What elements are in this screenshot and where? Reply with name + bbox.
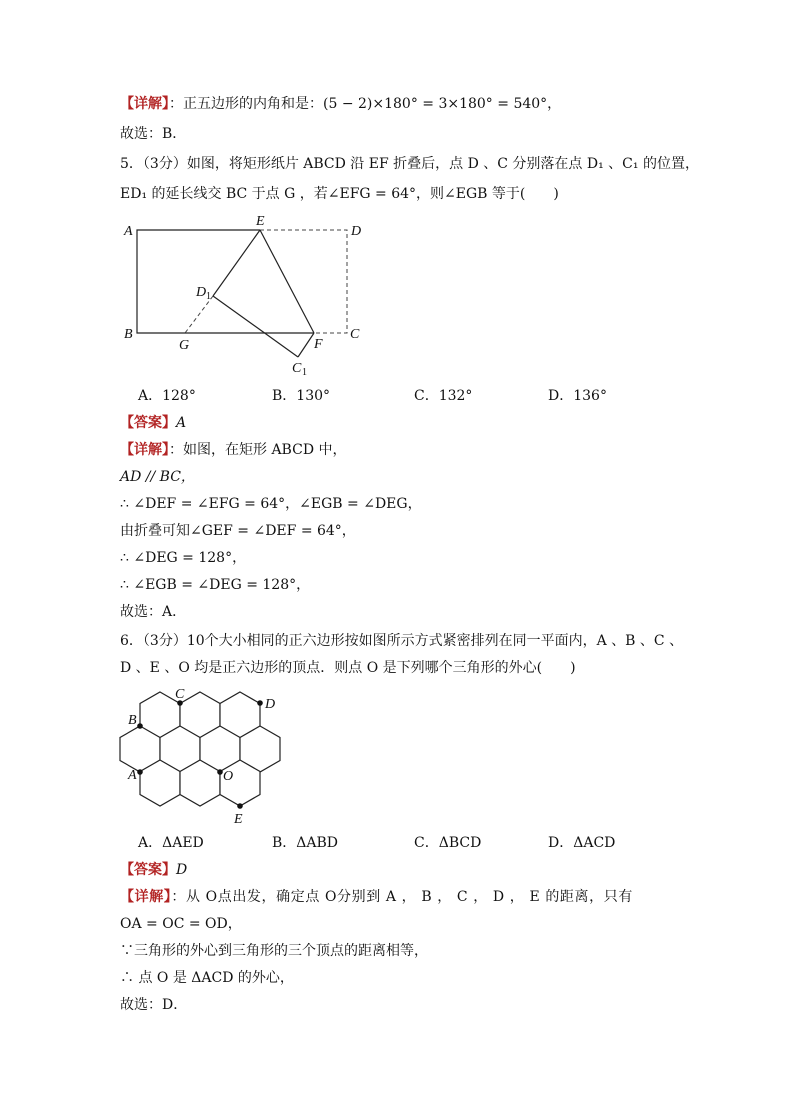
- q5-option-c: C．132°: [414, 388, 473, 404]
- label-c6: C: [175, 687, 185, 702]
- detail-5-line-2: AD // BC，: [120, 469, 195, 485]
- question-6-line-2: D 、E 、O 均是正六边形的顶点．则点 O 是下列哪个三角形的外心( ): [120, 660, 576, 676]
- q6-option-b: B．ΔABD: [272, 835, 339, 851]
- detail-6-line-2: OA = OC = OD，: [120, 916, 242, 932]
- segment-ef: [260, 230, 314, 333]
- q6-option-c: C．ΔBCD: [414, 835, 482, 851]
- detail-5-line-7: 故选：A．: [120, 604, 187, 620]
- q5-option-a: A．128°: [138, 388, 196, 404]
- label-e6: E: [234, 812, 243, 827]
- detail-text: ：如图，在矩形 ABCD 中，: [169, 442, 347, 458]
- hexagon-grid: [120, 692, 280, 806]
- detail-6-line-5: 故选：D．: [120, 997, 188, 1013]
- label-a: A: [124, 224, 133, 239]
- question-5-line-2: ED₁ 的延长线交 BC 于点 G ，若∠EFG = 64°，则∠EGB 等于( ): [120, 186, 559, 202]
- detail-6-line-1: [120, 887, 633, 907]
- label-a6: A: [128, 768, 137, 783]
- point-o: [217, 769, 223, 775]
- label-d1-sub: 1: [206, 291, 211, 302]
- label-o6: O: [223, 769, 234, 784]
- detail-6-line-3: ∵三角形的外心到三角形的三个顶点的距离相等，: [120, 943, 428, 959]
- detail-6-line-4: ∴ 点 O 是 ΔACD 的外心，: [120, 970, 294, 986]
- label-e: E: [256, 214, 265, 229]
- answer-6: [120, 860, 187, 880]
- label-c1: C: [292, 361, 302, 376]
- figure-hexagons: [0, 682, 790, 832]
- q5-option-d: D．136°: [548, 388, 607, 404]
- answer-value: A: [176, 415, 187, 431]
- figure-rectangle-fold: [0, 212, 790, 382]
- label-c: C: [350, 327, 360, 342]
- detail-5-line-5: ∴ ∠DEG = 128°，: [120, 550, 247, 566]
- detail-text: ：正五边形的内角和是：(5 − 2)×180° = 3×180° = 540°，: [169, 96, 562, 112]
- detail-5-line-3: ∴ ∠DEF = ∠EFG = 64°，∠EGB = ∠DEG，: [120, 496, 422, 512]
- label-b6: B: [128, 713, 137, 728]
- label-f: F: [314, 337, 323, 352]
- point-b: [137, 723, 143, 729]
- segment-d1c1: [213, 296, 298, 357]
- choice-line-4: 故选：B．: [120, 126, 187, 142]
- rect-dashed-edge: [260, 230, 347, 333]
- detail-tag: 【详解】: [120, 442, 169, 458]
- detail-5-line-6: ∴ ∠EGB = ∠DEG = 128°，: [120, 577, 311, 593]
- answer-tag: 【答案】: [120, 415, 176, 431]
- detail-line-pentagon: [120, 94, 561, 114]
- label-d1: D: [196, 285, 207, 300]
- question-5-line-1: 5．（3分）如图，将矩形纸片 ABCD 沿 EF 折叠后，点 D 、C 分别落在点 D₁ 、C₁ 的位置，: [120, 156, 699, 172]
- question-6-line-1: 6．（3分）10个大小相同的正六边形按如图所示方式紧密排列在同一平面内，A 、B 、C 、: [120, 633, 684, 649]
- answer-5: [120, 413, 186, 433]
- q6-option-d: D．ΔACD: [548, 835, 616, 851]
- label-d: D: [351, 224, 362, 239]
- label-g: G: [179, 338, 190, 353]
- detail-5-line-1: [120, 440, 347, 460]
- q6-option-a: A．ΔAED: [138, 835, 204, 851]
- segment-c1f: [298, 333, 314, 357]
- detail-tag: 【详解】: [120, 889, 172, 905]
- segment-ed1: [213, 230, 260, 296]
- detail-tag: 【详解】: [120, 96, 169, 112]
- label-d6: D: [265, 697, 276, 712]
- point-d: [257, 700, 263, 706]
- rect-solid-edge: [137, 230, 260, 333]
- label-b: B: [124, 327, 133, 342]
- detail-text: ：从 O点出发，确定点 O分别到 A ， B ， C ， D ， E 的距离，只有: [171, 889, 633, 905]
- label-c1-sub: 1: [302, 367, 307, 378]
- point-e: [237, 803, 243, 809]
- q5-option-b: B．130°: [272, 388, 331, 404]
- detail-5-line-4: 由折叠可知∠GEF = ∠DEF = 64°，: [120, 523, 356, 539]
- answer-tag: 【答案】: [120, 862, 176, 878]
- answer-value: D: [176, 862, 188, 878]
- point-a: [137, 769, 143, 775]
